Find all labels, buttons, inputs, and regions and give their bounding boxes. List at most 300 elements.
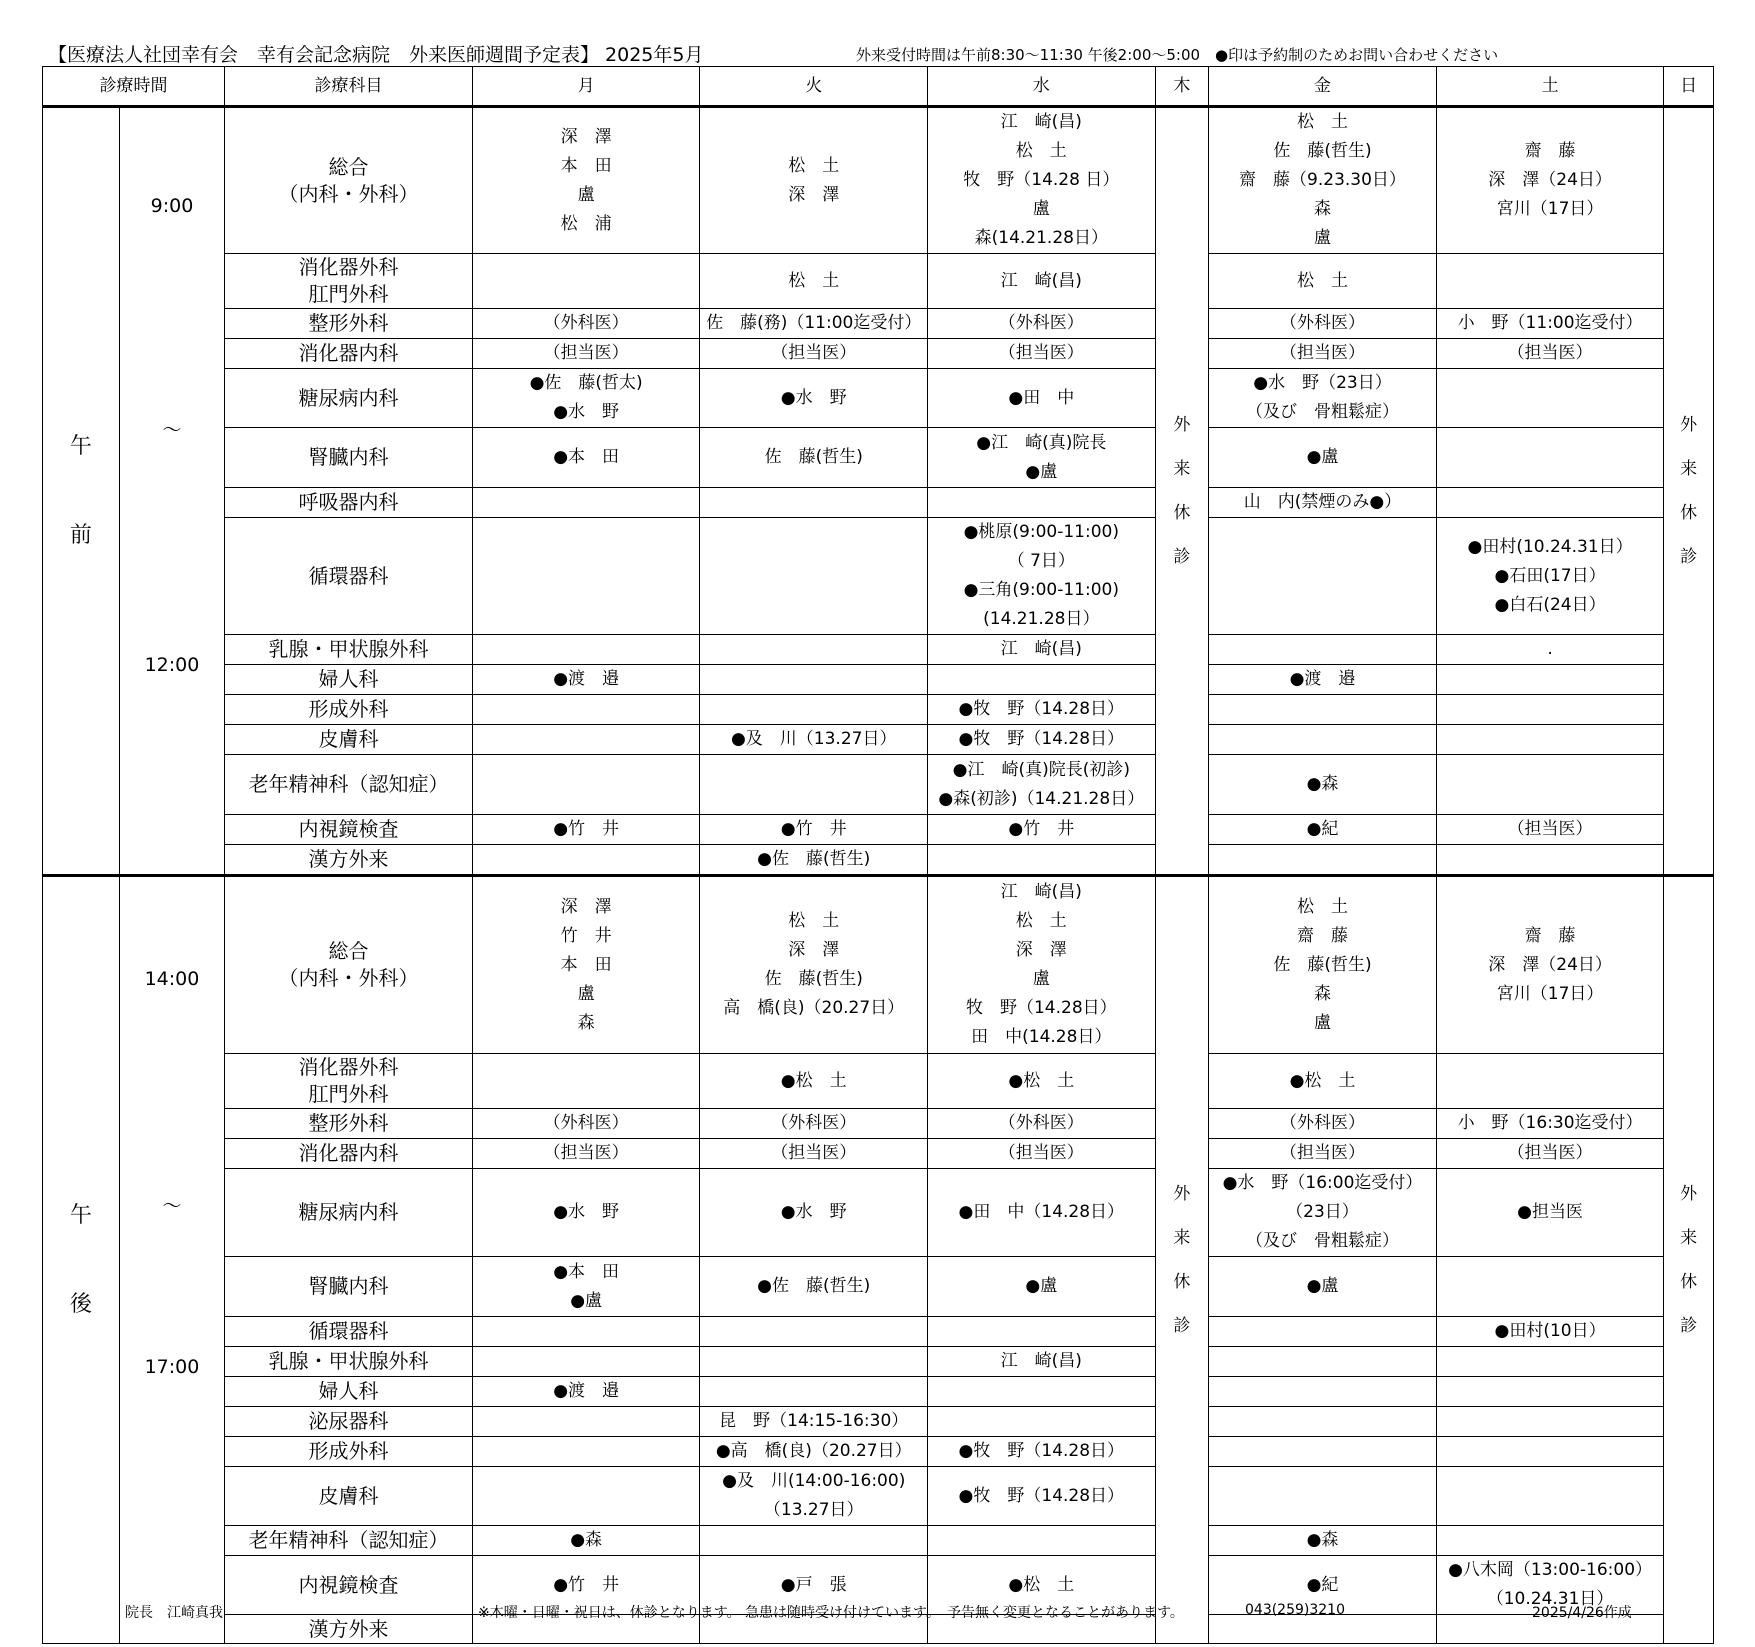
fri-doctor-cell (1209, 1109, 1437, 1139)
sat-doctor-cell (1436, 488, 1664, 518)
closed-line: 休 (1680, 503, 1698, 523)
schedule-table (42, 66, 1714, 1644)
doctor-line: ●佐 藤(哲生) (757, 1276, 871, 1296)
doctor-line: （10.24.31日） (1486, 1589, 1614, 1609)
tue-doctor-cell (700, 665, 928, 695)
fri-doctor-cell (1209, 1317, 1437, 1347)
thu-closed-notice (1155, 107, 1209, 876)
doctor-line: 松 土 (1015, 141, 1067, 161)
schedule-row (43, 1109, 1714, 1139)
mon-doctor-cell (472, 309, 700, 339)
sat-doctor-cell (1436, 1257, 1664, 1317)
time-label: 14:00 (144, 968, 200, 990)
schedule-row (43, 518, 1714, 635)
mon-doctor-cell (472, 845, 700, 876)
department-name (225, 309, 473, 339)
department-name (225, 1377, 473, 1407)
sat-doctor-cell (1436, 1109, 1664, 1139)
dept-line: 整形外科 (308, 1111, 389, 1135)
wed-doctor-cell (928, 635, 1156, 665)
sat-doctor-cell (1436, 1407, 1664, 1437)
department-name (225, 488, 473, 518)
doctor-line: ●佐 藤(哲生) (757, 849, 871, 869)
doctor-line: ●水 野 (780, 1202, 847, 1222)
doctor-line: ●戸 張 (780, 1574, 847, 1595)
dept-line: 乳腺・甲状腺外科 (268, 1349, 429, 1373)
wed-doctor-cell (928, 755, 1156, 815)
department-name (225, 369, 473, 428)
fri-doctor-cell (1209, 1054, 1437, 1109)
doctor-line: ●水 野 (553, 402, 620, 422)
doctor-line: 深 澤（24日） (1488, 170, 1612, 190)
dept-line: 総合 (328, 939, 369, 963)
doctor-line: 森(14.21.28日） (974, 228, 1108, 248)
doctor-line: ●紀 (1306, 819, 1339, 839)
tue-doctor-cell (700, 339, 928, 369)
department-name (225, 1467, 473, 1526)
mon-doctor-cell (472, 1526, 700, 1556)
mon-doctor-cell (472, 1257, 700, 1317)
doctor-line: 深 澤 (1015, 940, 1067, 960)
schedule-row (43, 1347, 1714, 1377)
doctor-line: ●森(初診)（14.21.28日） (938, 788, 1145, 809)
period-char: 後 (69, 1292, 92, 1317)
doctor-line: 松 土 (788, 911, 840, 931)
dept-line: 老年精神科（認知症） (248, 1528, 449, 1552)
dept-line: 消化器外科 (298, 255, 399, 279)
doctor-line: ●竹 井 (553, 1574, 620, 1595)
doctor-line: （23日） (1286, 1202, 1359, 1222)
closed-line: 休 (1173, 1272, 1191, 1292)
doctor-line: ●牧 野（14.28日） (958, 1485, 1125, 1506)
fri-doctor-cell (1209, 1526, 1437, 1556)
phone-number: 043(259)3210 (1245, 1602, 1345, 1618)
mon-doctor-cell (472, 1109, 700, 1139)
doctor-line: 森 (1313, 983, 1331, 1004)
department-name (225, 428, 473, 488)
doctor-line: ●佐 藤(哲太) (529, 373, 643, 393)
col-header-mon: 月 (472, 67, 700, 107)
tue-doctor-cell (700, 635, 928, 665)
mon-doctor-cell (472, 635, 700, 665)
dept-line: 形成外科 (308, 1439, 389, 1463)
dept-line: 整形外科 (308, 311, 389, 335)
wed-doctor-cell (928, 518, 1156, 635)
pm-time-range (119, 876, 224, 1644)
tue-doctor-cell (700, 1139, 928, 1169)
doctor-line: ●担当医 (1517, 1202, 1583, 1222)
mon-doctor-cell (472, 1467, 700, 1526)
director-name: 院長 江崎真我 (125, 1605, 223, 1621)
doctor-line: 小 野（11:00迄受付） (1457, 313, 1643, 333)
doctor-line: (14.21.28日） (983, 609, 1100, 629)
doctor-line: ●田村(10日） (1494, 1321, 1606, 1341)
doctor-line: 佐 藤(哲生) (1273, 141, 1372, 161)
dept-line: 泌尿器科 (308, 1409, 389, 1433)
doctor-line: （担当医） (998, 1143, 1084, 1163)
wed-doctor-cell (928, 1407, 1156, 1437)
dept-line: 腎臓内科 (308, 1274, 389, 1298)
doctor-line: 江 崎(昌) (1000, 112, 1082, 132)
department-name (225, 1109, 473, 1139)
tue-doctor-cell (700, 428, 928, 488)
wed-doctor-cell (928, 876, 1156, 1054)
dept-line: 循環器科 (308, 1319, 389, 1343)
fri-doctor-cell (1209, 369, 1437, 428)
fri-doctor-cell (1209, 254, 1437, 309)
fri-doctor-cell (1209, 845, 1437, 876)
dept-line: 乳腺・甲状腺外科 (268, 637, 429, 661)
doctor-line: ●田村(10.24.31日） (1467, 536, 1633, 557)
doctor-line: 小 野（16:30迄受付） (1457, 1113, 1643, 1133)
doctor-line: （13.27日） (763, 1500, 864, 1520)
doctor-line: ●渡 邉 (1289, 669, 1356, 689)
doctor-line: 深 澤 (788, 940, 840, 960)
afternoon-section (43, 876, 1714, 1644)
doctor-line: ●水 野 (553, 1202, 620, 1222)
doctor-line: 盧 (1313, 1012, 1331, 1033)
sat-doctor-cell (1436, 107, 1664, 254)
sat-doctor-cell (1436, 254, 1664, 309)
department-name (225, 518, 473, 635)
col-header-thu: 木 (1155, 67, 1209, 107)
doctor-line: ●石田(17日） (1494, 565, 1606, 586)
tue-doctor-cell (700, 1347, 928, 1377)
department-name (225, 1257, 473, 1317)
dept-line: 呼吸器内科 (298, 490, 399, 514)
mon-doctor-cell (472, 1407, 700, 1437)
doctor-line: （担当医） (1279, 1143, 1365, 1163)
doctor-line: ●白石(24日） (1494, 594, 1606, 615)
mon-doctor-cell (472, 369, 700, 428)
doctor-line: ●及 川（13.27日） (730, 729, 897, 749)
doctor-line: 深 澤（24日） (1488, 954, 1612, 975)
department-name (225, 1407, 473, 1437)
department-name (225, 1054, 473, 1109)
wed-doctor-cell (928, 488, 1156, 518)
dept-line: 糖尿病内科 (298, 1200, 399, 1224)
dept-line: （内科・外科） (278, 966, 419, 990)
tue-doctor-cell (700, 1169, 928, 1257)
time-label: 17:00 (144, 1356, 200, 1378)
doctor-line: （ 7日） (1007, 551, 1075, 571)
doctor-line: ●森 (1306, 1530, 1339, 1550)
mon-doctor-cell (472, 1054, 700, 1109)
fri-doctor-cell (1209, 339, 1437, 369)
doctor-line: ●桃原(9:00-11:00) (963, 522, 1119, 542)
doctor-line: ●松 土 (780, 1070, 847, 1091)
schedule-row (43, 635, 1714, 665)
fri-doctor-cell (1209, 1347, 1437, 1377)
doctor-line: ●盧 (570, 1290, 603, 1311)
sat-doctor-cell (1436, 1467, 1664, 1526)
mon-doctor-cell (472, 339, 700, 369)
department-name (225, 1139, 473, 1169)
wed-doctor-cell (928, 1347, 1156, 1377)
closed-line: 外 (1173, 415, 1191, 435)
col-header-wed: 水 (928, 67, 1156, 107)
doctor-line: （担当医） (771, 1143, 857, 1163)
doctor-line: （担当医） (1279, 343, 1365, 363)
wed-doctor-cell (928, 1139, 1156, 1169)
department-name (225, 725, 473, 755)
department-name (225, 1615, 473, 1644)
doctor-line: ●竹 井 (1008, 819, 1075, 839)
created-date: 2025/4/26作成 (1532, 1605, 1632, 1621)
sat-doctor-cell (1436, 1377, 1664, 1407)
fri-doctor-cell (1209, 488, 1437, 518)
doctor-line: （担当医） (1507, 819, 1593, 839)
closed-line: 外 (1680, 415, 1698, 435)
schedule-row (43, 755, 1714, 815)
department-name (225, 107, 473, 254)
doctor-line: 佐 藤(哲生) (1273, 954, 1372, 975)
doctor-line: ●江 崎(真)院長 (976, 432, 1107, 453)
mon-doctor-cell (472, 1437, 700, 1467)
tue-doctor-cell (700, 1054, 928, 1109)
time-label: 12:00 (144, 654, 200, 676)
mon-doctor-cell (472, 725, 700, 755)
dept-line: 消化器内科 (298, 1141, 399, 1165)
doctor-line: 竹 井 (560, 925, 612, 946)
mon-doctor-cell (472, 1139, 700, 1169)
department-name (225, 876, 473, 1054)
doctor-line: 牧 野（14.28日） (965, 998, 1117, 1018)
doctor-line: 齋 藤 (1524, 925, 1576, 946)
tue-doctor-cell (700, 1377, 928, 1407)
dept-line: 総合 (328, 154, 369, 179)
fri-doctor-cell (1209, 1615, 1437, 1644)
mon-doctor-cell (472, 695, 700, 725)
sat-doctor-cell (1436, 725, 1664, 755)
tue-doctor-cell (700, 1467, 928, 1526)
doctor-line: 齋 藤（9.23.30日） (1239, 170, 1406, 190)
doctor-line: 松 土 (1296, 896, 1348, 917)
dept-line: （内科・外科） (278, 181, 419, 206)
doctor-line: ●高 橋(良)（20.27日） (715, 1441, 912, 1461)
doctor-line: 松 土 (788, 270, 840, 291)
doctor-line: 佐 藤(務)（11:00迄受付） (706, 313, 922, 333)
department-name (225, 1526, 473, 1556)
department-name (225, 695, 473, 725)
doctor-line: （担当医） (998, 343, 1084, 363)
schedule-row (43, 488, 1714, 518)
doctor-line: ●松 土 (1008, 1574, 1075, 1595)
department-name (225, 254, 473, 309)
doctor-line: 高 橋(良)（20.27日） (723, 998, 905, 1018)
fri-doctor-cell (1209, 755, 1437, 815)
schedule-row (43, 845, 1714, 876)
dept-line: 婦人科 (318, 667, 379, 691)
doctor-line: 牧 野（14.28 日） (963, 170, 1120, 190)
tue-doctor-cell (700, 845, 928, 876)
department-name (225, 815, 473, 845)
tue-doctor-cell (700, 725, 928, 755)
doctor-line: ●渡 邉 (553, 1381, 620, 1401)
column-header-row (43, 67, 1714, 107)
doctor-line: 佐 藤(哲生) (764, 447, 863, 467)
wed-doctor-cell (928, 339, 1156, 369)
sat-doctor-cell (1436, 1317, 1664, 1347)
sat-doctor-cell (1436, 876, 1664, 1054)
mon-doctor-cell (472, 1169, 700, 1257)
doctor-line: （担当医） (1507, 1143, 1593, 1163)
schedule-row (43, 369, 1714, 428)
tue-doctor-cell (700, 309, 928, 339)
wed-doctor-cell (928, 1377, 1156, 1407)
closed-line: 来 (1173, 1228, 1191, 1248)
time-label: 〜 (162, 419, 182, 441)
department-name (225, 1317, 473, 1347)
tue-doctor-cell (700, 1317, 928, 1347)
doctor-line: 森 (577, 1012, 595, 1033)
doctor-line: 深 澤 (560, 896, 612, 917)
doctor-line: 山 内(禁煙のみ●） (1243, 492, 1402, 512)
wed-doctor-cell (928, 815, 1156, 845)
department-name (225, 845, 473, 876)
department-name (225, 339, 473, 369)
fri-doctor-cell (1209, 518, 1437, 635)
mon-doctor-cell (472, 428, 700, 488)
fri-doctor-cell (1209, 309, 1437, 339)
doctor-line: （外科医） (998, 1113, 1084, 1133)
doctor-line: 盧 (1032, 199, 1050, 219)
closed-line: 診 (1680, 547, 1698, 567)
closed-line: 来 (1173, 459, 1191, 479)
schedule-row (43, 107, 1714, 254)
fri-doctor-cell (1209, 665, 1437, 695)
schedule-row (43, 1317, 1714, 1347)
doctor-line: ●牧 野（14.28日） (958, 1441, 1125, 1461)
doctor-line: 江 崎(昌) (1000, 639, 1082, 659)
doctor-line: （外科医） (1279, 1113, 1365, 1133)
tue-doctor-cell (700, 369, 928, 428)
doctor-line: ●八木岡（13:00-16:00） (1448, 1560, 1653, 1580)
doctor-line: ●牧 野（14.28日） (958, 699, 1125, 719)
schedule-row (43, 1437, 1714, 1467)
doctor-line: ●江 崎(真)院長(初診) (952, 759, 1130, 780)
sat-doctor-cell (1436, 1526, 1664, 1556)
sat-doctor-cell (1436, 1437, 1664, 1467)
wed-doctor-cell (928, 665, 1156, 695)
col-header-tue: 火 (700, 67, 928, 107)
dept-line: 消化器外科 (298, 1055, 399, 1079)
wed-doctor-cell (928, 428, 1156, 488)
doctor-line: ●松 土 (1008, 1070, 1075, 1091)
doctor-line: ●水 野 (780, 387, 847, 408)
closed-line: 診 (1680, 1316, 1698, 1336)
wed-doctor-cell (928, 369, 1156, 428)
schedule-header (48, 40, 1708, 66)
col-header-fri: 金 (1209, 67, 1437, 107)
doctor-line: ●本 田 (553, 447, 620, 467)
doctor-line: 盧 (577, 184, 595, 205)
tue-doctor-cell (700, 1109, 928, 1139)
doctor-line: 深 澤 (560, 126, 612, 147)
col-header-sun: 日 (1664, 67, 1714, 107)
wed-doctor-cell (928, 107, 1156, 254)
schedule-row (43, 254, 1714, 309)
doctor-line: 江 崎(昌) (1000, 1351, 1082, 1371)
doctor-line: ●及 川(14:00-16:00) (722, 1471, 906, 1491)
fri-doctor-cell (1209, 107, 1437, 254)
mon-doctor-cell (472, 755, 700, 815)
fri-doctor-cell (1209, 1377, 1437, 1407)
pm-period-label (43, 876, 120, 1644)
doctor-line: 松 土 (1296, 270, 1348, 291)
fri-doctor-cell (1209, 635, 1437, 665)
department-name (225, 1347, 473, 1377)
dept-line: 消化器内科 (298, 341, 399, 365)
wed-doctor-cell (928, 845, 1156, 876)
thu-closed-notice (1155, 876, 1209, 1644)
closed-line: 休 (1680, 1272, 1698, 1292)
wed-doctor-cell (928, 1257, 1156, 1317)
doctor-line: 宮川（17日） (1496, 199, 1604, 219)
tue-doctor-cell (700, 254, 928, 309)
doctor-line: ●竹 井 (553, 819, 620, 839)
dept-line: 皮膚科 (318, 1483, 379, 1508)
dept-line: 漢方外来 (308, 1616, 389, 1641)
doctor-line: 本 田 (560, 155, 612, 176)
tue-doctor-cell (700, 695, 928, 725)
sat-doctor-cell (1436, 665, 1664, 695)
doctor-line: （及び 骨粗鬆症） (1245, 402, 1399, 422)
doctor-line: 佐 藤(哲生) (764, 969, 863, 989)
am-time-range (119, 107, 224, 876)
wed-doctor-cell (928, 1054, 1156, 1109)
dept-line: 腎臓内科 (308, 445, 389, 469)
sat-doctor-cell (1436, 339, 1664, 369)
tue-doctor-cell (700, 488, 928, 518)
department-name (225, 755, 473, 815)
doctor-line: （担当医） (1507, 343, 1593, 363)
period-char: 午 (69, 434, 92, 459)
wed-doctor-cell (928, 695, 1156, 725)
doctor-line: 江 崎(昌) (1000, 270, 1082, 291)
schedule-row (43, 339, 1714, 369)
schedule-row (43, 1526, 1714, 1556)
dept-line: 内視鏡検査 (298, 1572, 399, 1597)
sun-closed-notice (1664, 876, 1714, 1644)
dept-line: 漢方外来 (308, 847, 389, 871)
schedule-row (43, 1139, 1714, 1169)
doctor-line: 盧 (1313, 228, 1331, 248)
sat-doctor-cell (1436, 1054, 1664, 1109)
wed-doctor-cell (928, 1169, 1156, 1257)
wed-doctor-cell (928, 1437, 1156, 1467)
doctor-line: 盧 (1032, 969, 1050, 989)
am-period-label (43, 107, 120, 876)
doctor-line: （外科医） (998, 313, 1084, 333)
sat-doctor-cell (1436, 815, 1664, 845)
doctor-line: ●本 田 (553, 1261, 620, 1282)
sat-doctor-cell (1436, 309, 1664, 339)
mon-doctor-cell (472, 1377, 700, 1407)
dept-line: 糖尿病内科 (298, 385, 399, 410)
mon-doctor-cell (472, 488, 700, 518)
doctor-line: 齋 藤 (1296, 925, 1348, 946)
dept-line: 婦人科 (318, 1379, 379, 1403)
time-label: 9:00 (150, 195, 194, 217)
tue-doctor-cell (700, 1257, 928, 1317)
tue-doctor-cell (700, 1437, 928, 1467)
fri-doctor-cell (1209, 876, 1437, 1054)
fri-doctor-cell (1209, 725, 1437, 755)
doctor-line: 松 浦 (560, 213, 612, 234)
doctor-line: ●水 野（23日） (1253, 373, 1392, 393)
schedule-row (43, 428, 1714, 488)
